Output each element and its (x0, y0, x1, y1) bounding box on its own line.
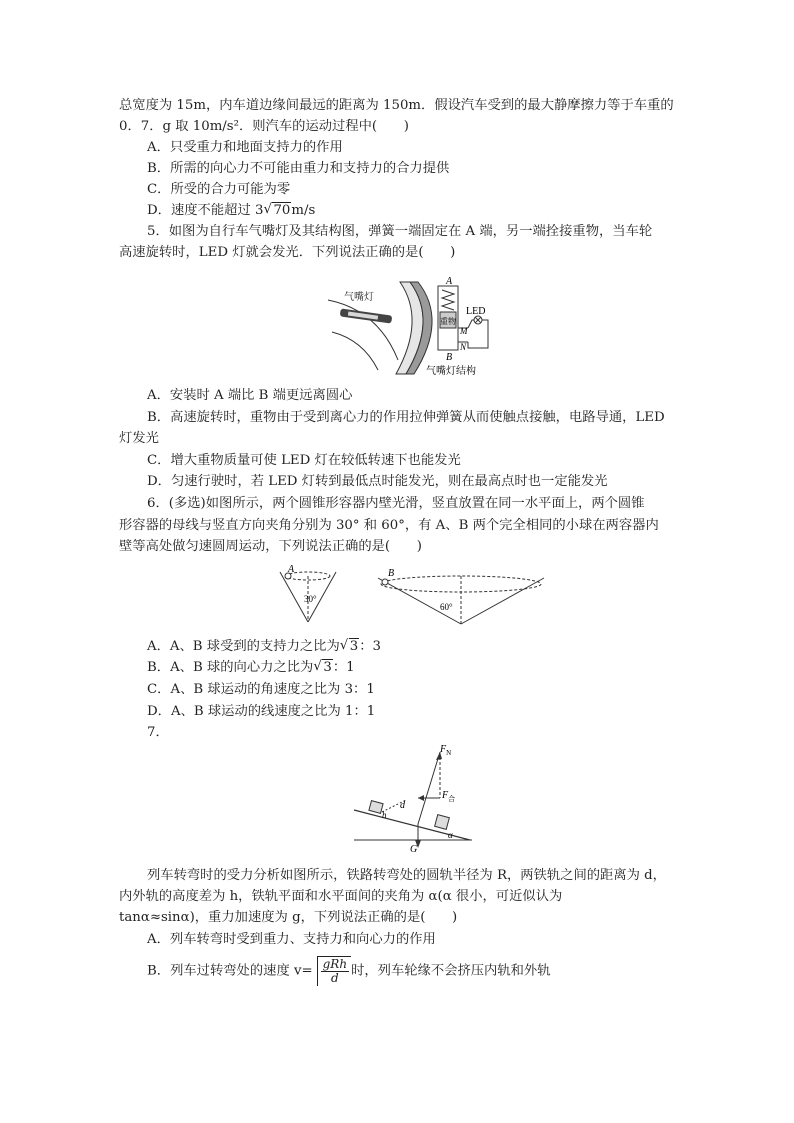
label-a: A (288, 564, 295, 575)
option-text: B．列车过转弯处的速度 v= (147, 963, 313, 979)
option-b (147, 956, 551, 986)
label-b: B (446, 352, 453, 363)
valve-label: 气嘴灯 (344, 292, 374, 303)
label-weight: 重物 (440, 317, 456, 326)
option-text: B．A、B 球的向心力之比为 (147, 660, 314, 675)
fraction (321, 958, 349, 985)
sqrt-symbol (317, 956, 351, 986)
text-line: 高速旋转时，LED 灯就会发光．下列说法正确的是( ) (119, 245, 456, 260)
label-d: d (400, 800, 405, 811)
figure-valve-light (318, 270, 518, 382)
sqrt-symbol (263, 201, 291, 221)
option-c: C．增大重物质量可使 LED 灯在较低转速下也能发光 (147, 453, 461, 468)
label-alpha: α (448, 830, 453, 840)
option-d (147, 201, 315, 221)
text-line: 壁等高处做匀速圆周运动，下列说法正确的是( ) (119, 539, 422, 554)
denominator: d (331, 971, 339, 985)
option-a (147, 637, 381, 657)
radicand: 3 (349, 639, 359, 654)
label-a: A (446, 276, 453, 287)
figure-train-forces (352, 744, 476, 852)
label-b: B (388, 568, 395, 579)
figure-cones (278, 562, 548, 628)
option-text: ：1 (332, 660, 355, 675)
option-b: B．所需的向心力不可能由重力和支持力的合力提供 (147, 161, 450, 176)
numerator: gRh (322, 957, 348, 971)
option-a: A．列车转弯时受到重力、支持力和向心力的作用 (147, 932, 436, 947)
label-led: LED (466, 306, 486, 317)
radicand: 70 (273, 203, 291, 218)
text-line: 灯发光 (119, 431, 159, 446)
label-fn: $F_N$ (440, 744, 452, 757)
sqrt-symbol (340, 637, 359, 657)
radicand: 3 (323, 660, 332, 675)
text-line: tanα≈sinα)，重力加速度为 g，下列说法正确的是( ) (119, 910, 458, 925)
force-diagram (352, 744, 476, 852)
label-h: h (382, 810, 387, 820)
option-text: D．速度不能超过 3 (147, 203, 264, 218)
text-line: 形容器的母线与竖直方向夹角分别为 30° 和 60°，有 A、B 两个完全相同的小球在两容器内 (119, 518, 659, 533)
angle-60: 60° (440, 602, 453, 612)
question-7-stem: 列车转弯时的受力分析如图所示，铁路转弯处的圆轨半径为 R，两铁轨之间的距离为 d， (147, 868, 666, 883)
angle-30: 30° (304, 594, 317, 604)
figure-caption: 气嘴灯结构 (426, 366, 476, 377)
question-7-number: 7． (147, 725, 169, 740)
option-a: A．只受重力和地面支持力的作用 (147, 140, 343, 155)
option-text: A．A、B 球受到的支持力之比为 (147, 639, 340, 654)
option-d: D．A、B 球运动的线速度之比为 1：1 (147, 704, 376, 719)
option-text: m/s (291, 203, 316, 218)
text-line: 0．7．g 取 10m/s²．则汽车的运动过程中( ) (119, 119, 409, 134)
option-text: 时，列车轮缘不会挤压内轨和外轨 (351, 963, 551, 979)
label-n: N (460, 342, 467, 352)
option-c: C．所受的合力可能为零 (147, 182, 291, 197)
option-text: ：3 (359, 639, 381, 654)
text-line: 内外轨的高度差为 h，铁轨平面和水平面间的夹角为 α(α 很小，可近似认为 (119, 889, 563, 904)
label-f-net: $F_合$ (442, 790, 456, 803)
option-b: B．高速旋转时，重物由于受到离心力的作用拉伸弹簧从而使触点接触，电路导通，LED (147, 410, 665, 425)
option-c: C．A、B 球运动的角速度之比为 3：1 (147, 682, 375, 697)
label-g: G (410, 844, 418, 852)
option-a: A．安装时 A 端比 B 端更远离圆心 (147, 388, 353, 403)
question-6-stem: 6．(多选)如图所示，两个圆锥形容器内壁光滑，竖直放置在同一水平面上，两个圆锥 (147, 496, 645, 511)
option-b (147, 658, 355, 678)
option-d: D．匀速行驶时，若 LED 灯转到最低点时能发光，则在最高点时也一定能发光 (147, 474, 608, 489)
valve-light-diagram (318, 270, 518, 382)
text-line: 总宽度为 15m，内车道边缘间最远的距离为 150m．假设汽车受到的最大静摩擦力等于车重的 (119, 98, 674, 113)
question-5-stem: 5．如图为自行车气嘴灯及其结构图，弹簧一端固定在 A 端，另一端拴接重物，当车轮 (147, 224, 653, 239)
cone-diagram (278, 562, 548, 628)
sqrt-symbol (313, 658, 332, 678)
label-m: M (460, 326, 468, 336)
